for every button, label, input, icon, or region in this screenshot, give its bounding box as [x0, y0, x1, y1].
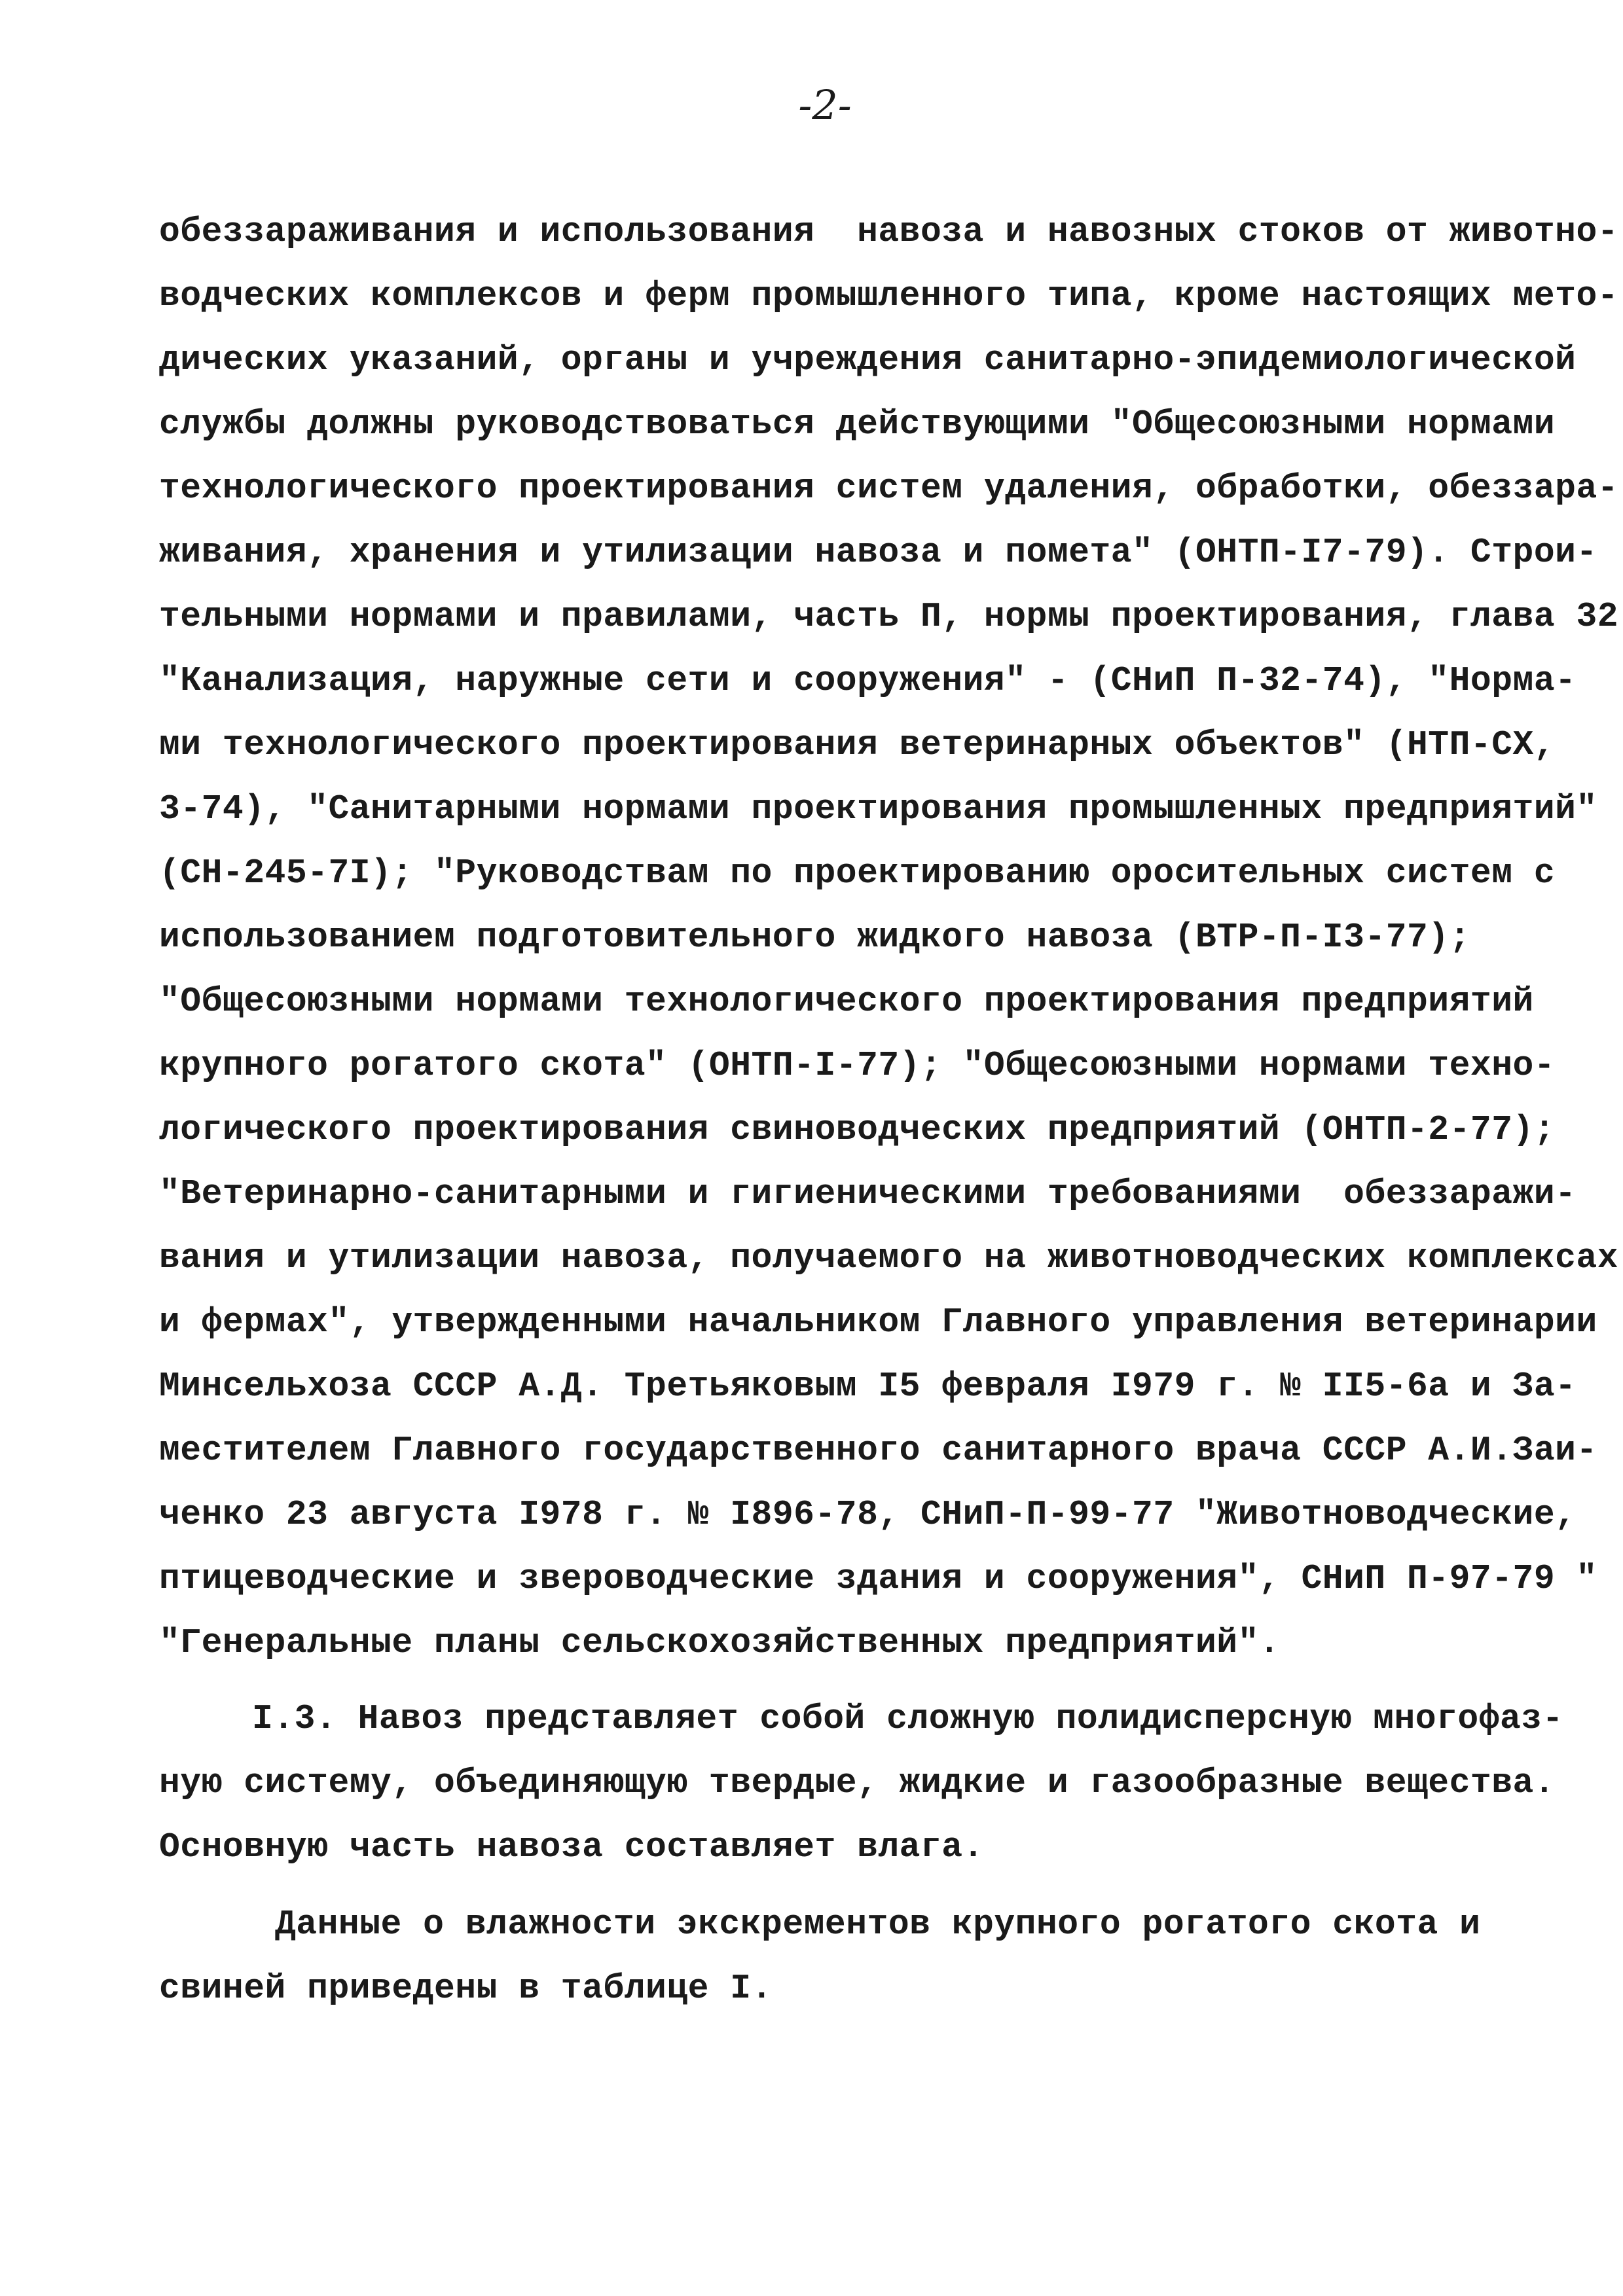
text-line: логического проектирования свиноводческих предприятий (ОНТП-2-77);: [159, 1110, 1556, 1149]
text-line: "Канализация, наружные сети и сооружения" - (СНиП П-32-74), "Норма-: [159, 661, 1577, 700]
text-line: 3-74), "Санитарными нормами проектирования промышленных предприятий": [159, 789, 1597, 829]
text-line: обеззараживания и использования навоза и навозных стоков от животно-: [159, 212, 1619, 251]
text-line: дических указаний, органы и учреждения санитарно-эпидемиологической: [159, 340, 1577, 380]
paragraph-start-line: I.3. Навоз представляет собой сложную полидисперсную многофаз-: [252, 1699, 1563, 1738]
paragraph-start-line: Данные о влажности экскрементов крупного рогатого скота и: [275, 1905, 1481, 1944]
text-line: птицеводческие и звероводческие здания и сооружения", СНиП П-97-79 ": [159, 1559, 1597, 1598]
text-line: живания, хранения и утилизации навоза и помета" (ОНТП-I7-79). Строи-: [159, 533, 1597, 572]
text-line: ми технологического проектирования ветеринарных объектов" (НТП-СХ,: [159, 725, 1556, 764]
text-line: тельными нормами и правилами, часть П, нормы проектирования, глава 32: [159, 597, 1619, 636]
text-line: технологического проектирования систем удаления, обработки, обеззара-: [159, 469, 1619, 508]
text-line: ченко 23 августа I978 г. № I896-78, СНиП-П-99-77 "Животноводческие,: [159, 1495, 1577, 1534]
text-line: "Общесоюзными нормами технологического проектирования предприятий: [159, 982, 1534, 1021]
page-number: -2-: [798, 81, 852, 129]
text-line: использованием подготовительного жидкого навоза (ВТР-П-I3-77);: [159, 918, 1470, 957]
text-line: Основную часть навоза составляет влага.: [159, 1827, 984, 1867]
text-line: свиней приведены в таблице I.: [159, 1969, 773, 2008]
text-line: водческих комплексов и ферм промышленного типа, кроме настоящих мето-: [159, 276, 1619, 315]
text-line: (СН-245-7I); "Руководствам по проектированию оросительных систем с: [159, 853, 1556, 893]
text-line: крупного рогатого скота" (ОНТП-I-77); "Общесоюзными нормами техно-: [159, 1046, 1556, 1085]
text-line: Минсельхоза СССР А.Д. Третьяковым I5 февраля I979 г. № II5-6а и За-: [159, 1367, 1577, 1406]
text-line: вания и утилизации навоза, получаемого на животноводческих комплексах: [159, 1238, 1619, 1278]
text-line: службы должны руководствоваться действующими "Общесоюзными нормами: [159, 404, 1556, 444]
text-line: и фермах", утвержденными начальником Главного управления ветеринарии: [159, 1302, 1597, 1342]
text-line: ную систему, объединяющую твердые, жидкие и газообразные вещества.: [159, 1763, 1556, 1803]
text-line: "Генеральные планы сельскохозяйственных предприятий".: [159, 1623, 1281, 1662]
text-line: местителем Главного государственного санитарного врача СССР А.И.Заи-: [159, 1431, 1597, 1470]
text-line: "Ветеринарно-санитарными и гигиеническими требованиями обеззаражи-: [159, 1174, 1577, 1213]
